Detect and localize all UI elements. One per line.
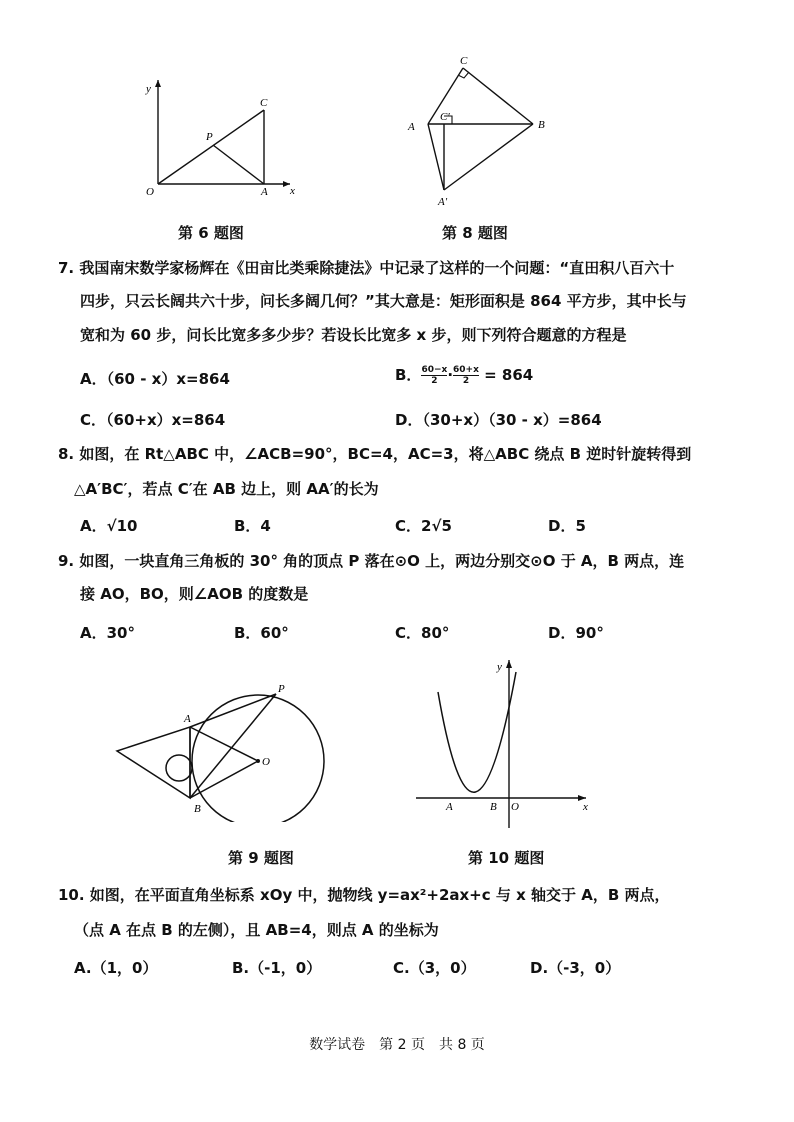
q7-b-frac2-den: 2 (462, 376, 470, 386)
question-7-line-1: 7. 我国南宋数学家杨辉在《田亩比类乘除捷法》中记录了这样的一个问题：“直田积八百六十 (58, 259, 675, 277)
question-8-line-2: △A′BC′，若点 C′在 AB 边上，则 AA′的长为 (74, 480, 379, 498)
question-8-option-d: D．5 (548, 517, 586, 535)
fig6-label-y: y (146, 83, 151, 95)
figure-8-diagram (400, 52, 560, 212)
fig6-label-P: P (206, 131, 213, 143)
question-7-line-3: 宽和为 60 步，问长比宽多多少步？若设长比宽多 x 步，则下列符合题意的方程是 (80, 326, 627, 344)
question-10-option-d: D.（-3，0） (530, 959, 621, 977)
question-7-option-a: A．（60 - x）x=864 (80, 370, 230, 388)
fig10-label-O: O (511, 801, 519, 813)
page-footer: 数学试卷 第 2 页 共 8 页 (309, 1037, 485, 1053)
question-10-option-a: A.（1，0） (74, 959, 158, 977)
fig8-label-B: B (538, 119, 545, 131)
question-8-line-1: 8. 如图，在 Rt△ABC 中，∠ACB=90°，BC=4，AC=3，将△ABC 绕点 B 逆时针旋转得到 (58, 445, 692, 463)
figure-6-diagram (140, 72, 300, 200)
question-9-option-a: A．30° (80, 624, 135, 642)
fig10-label-B: B (490, 801, 497, 813)
q7-b-fraction-1 (421, 365, 447, 386)
figure-6-caption: 第 6 题图 (178, 224, 244, 242)
question-7-line-2: 四步，只云长阔共六十步，问长多阔几何？”其大意是：矩形面积是 864 平方步，其中长与 (80, 292, 687, 310)
fig9-label-A: A (184, 713, 191, 725)
question-9-line-1: 9. 如图，一块直角三角板的 30° 角的顶点 P 落在⊙O 上，两边分别交⊙O 于 A，B 两点，连 (58, 552, 685, 570)
question-8-option-a: A．√10 (80, 517, 138, 535)
figure-9-caption: 第 9 题图 (228, 849, 294, 867)
question-7-option-b (395, 364, 533, 386)
figure-8-caption: 第 8 题图 (442, 224, 508, 242)
figure-10-caption: 第 10 题图 (468, 849, 545, 867)
question-8-option-c: C．2√5 (395, 517, 452, 535)
question-10-line-1: 10. 如图，在平面直角坐标系 xOy 中，抛物线 y=ax²+2ax+c 与 x 轴交于 A，B 两点， (58, 886, 670, 904)
fig9-label-B: B (194, 803, 201, 815)
q7-b-dot: · (447, 366, 454, 384)
figure-10-diagram (408, 652, 598, 832)
fig9-label-O: O (262, 756, 270, 768)
fig9-label-P: P (278, 683, 285, 695)
fig8-label-C: C (460, 55, 468, 67)
q7-b-prefix: B． (395, 366, 422, 384)
q7-b-fraction-2 (453, 365, 479, 386)
q7-b-frac1-num: 60−x (421, 365, 448, 375)
fig6-label-x: x (290, 185, 295, 197)
fig8-label-Cp: C′ (440, 111, 450, 123)
question-8-option-b: B．4 (234, 517, 271, 535)
question-9-line-2: 接 AO，BO，则∠AOB 的度数是 (80, 585, 309, 603)
question-9-option-d: D．90° (548, 624, 604, 642)
fig8-label-A: A (408, 121, 415, 133)
question-10-option-b: B.（-1，0） (232, 959, 322, 977)
question-10-option-c: C.（3，0） (393, 959, 476, 977)
figure-9-diagram (110, 672, 330, 822)
question-9-option-b: B．60° (234, 624, 289, 642)
fig10-label-A: A (446, 801, 453, 813)
q7-b-frac2-num: 60+x (453, 365, 479, 375)
fig6-label-O: O (146, 186, 154, 198)
fig8-label-Ap: A′ (438, 196, 448, 208)
question-9-option-c: C．80° (395, 624, 450, 642)
question-10-line-2: （点 A 在点 B 的左侧），且 AB=4，则点 A 的坐标为 (74, 921, 439, 939)
question-7-option-d: D．（30+x）（30 - x）=864 (395, 411, 602, 429)
q7-b-frac1-den: 2 (431, 376, 438, 386)
q7-b-suffix: = 864 (478, 366, 534, 384)
question-7-option-c: C．（60+x）x=864 (80, 411, 226, 429)
fig6-label-A: A (261, 186, 268, 198)
fig10-label-x: x (583, 801, 588, 813)
fig10-label-y: y (497, 661, 502, 673)
fig6-label-C: C (260, 97, 268, 109)
